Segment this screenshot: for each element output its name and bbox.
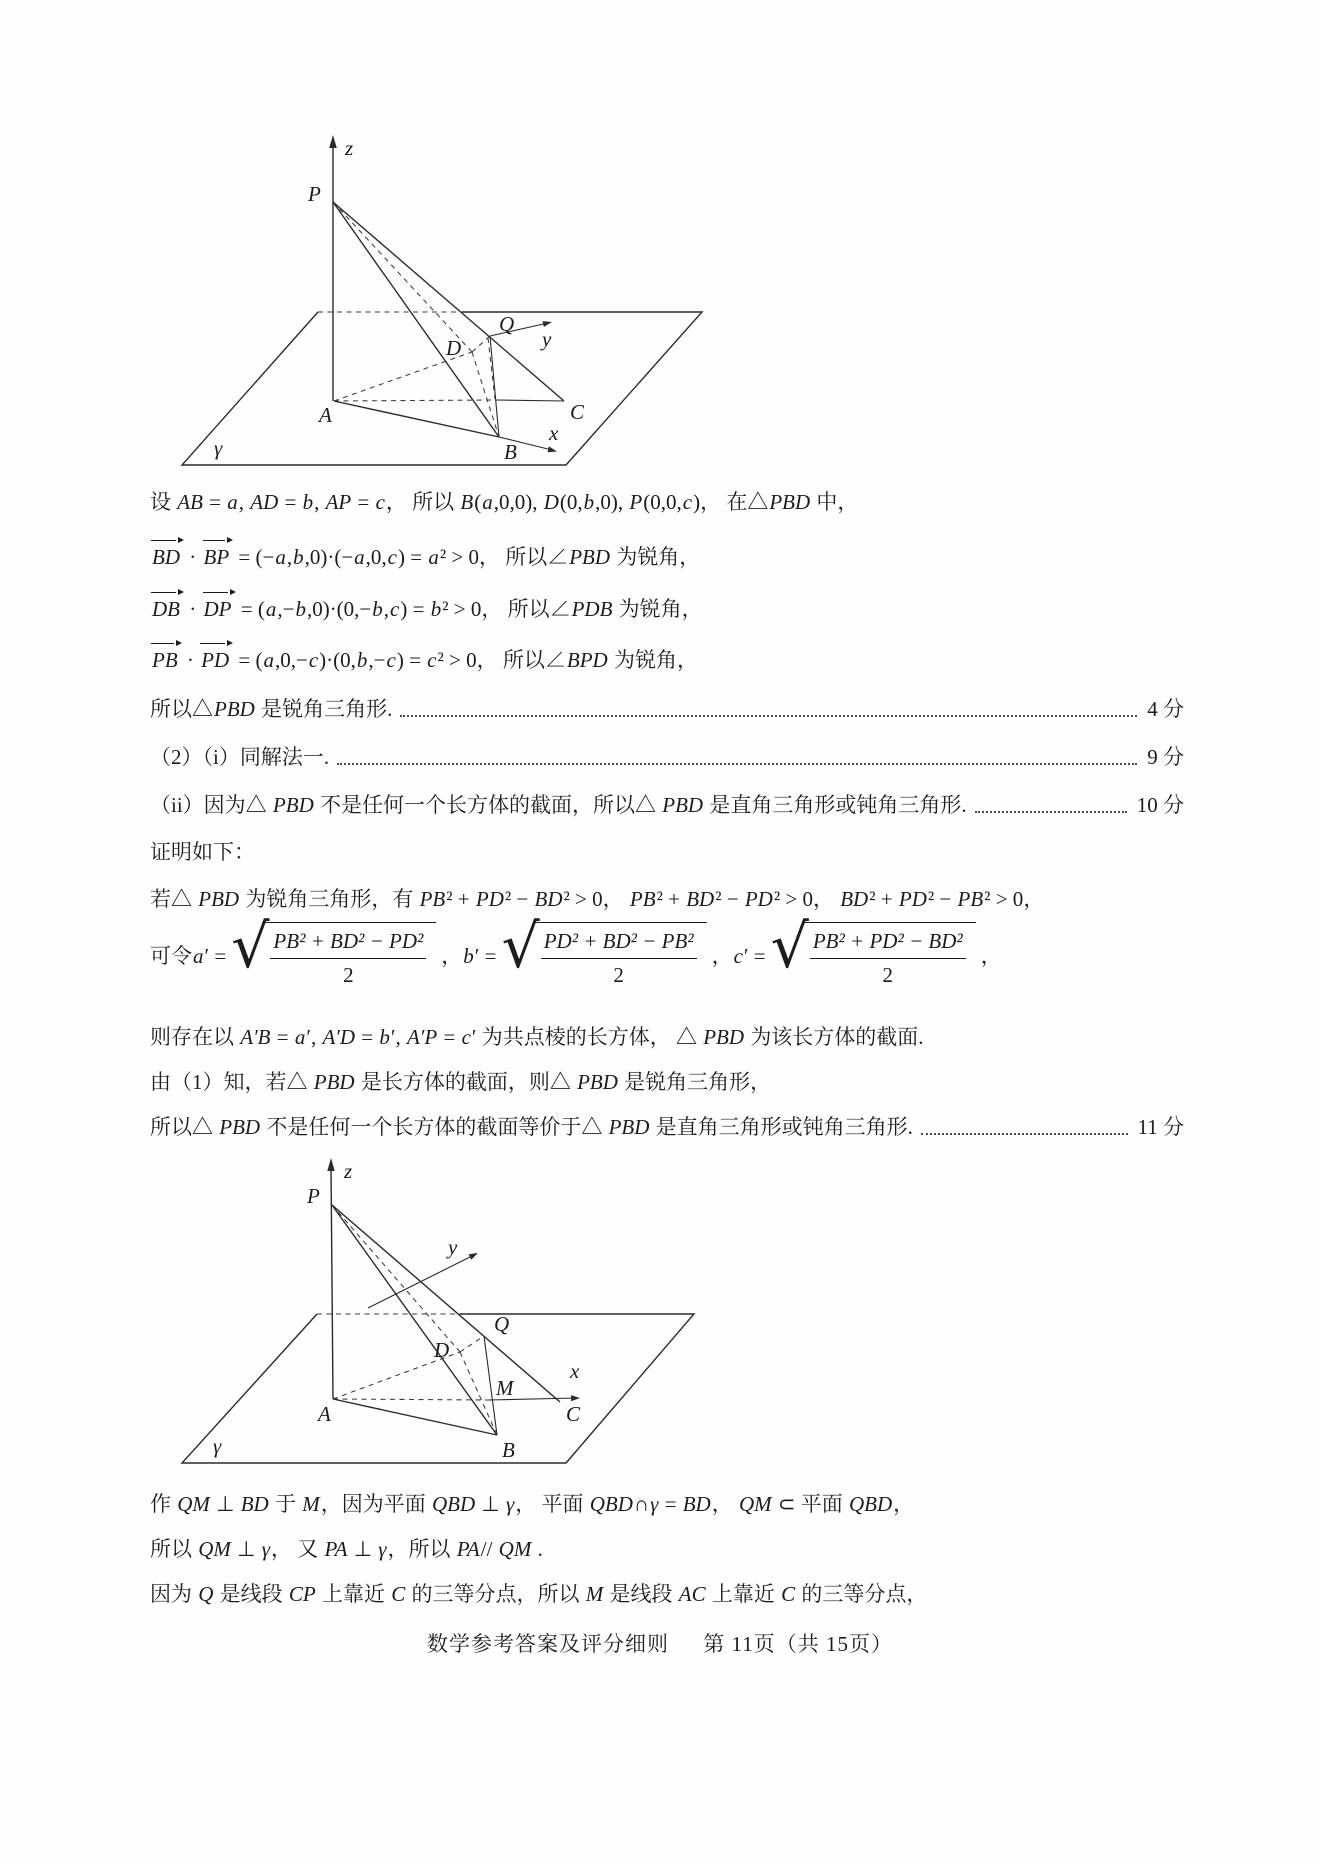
math-seg: DB (151, 592, 182, 624)
math-seg: PB (419, 887, 446, 911)
math-seg: = (356, 1025, 379, 1049)
math-seg: ,− (277, 597, 295, 621)
score-mark: 9 分 (1147, 745, 1184, 769)
math-seg: PDB (571, 597, 613, 621)
fig1-arrowheads (329, 135, 557, 452)
math-seg: a (227, 490, 238, 514)
math-seg: （2）（i）同解法一. (150, 745, 330, 769)
math-seg: 不是任何一个长方体的截面等价于△ (261, 1115, 608, 1139)
math-seg: ， 所以∠ (476, 648, 566, 672)
math-line-13 (150, 1112, 1184, 1142)
math-seg: c (427, 648, 437, 672)
figure-3d-coordinate-2 (150, 1148, 730, 1480)
math-seg: 若△ (150, 887, 198, 911)
math-seg: ′ = (474, 944, 497, 969)
math-seg: 不是任何一个长方体的截面，所以△ (314, 793, 662, 817)
math-seg: ,0)·(− (304, 545, 354, 569)
math-seg: ² > 0 (442, 597, 482, 621)
math-seg: ⊥ (231, 1537, 261, 1561)
math-seg: CP (288, 1582, 316, 1606)
fig2-plane (182, 1314, 694, 1463)
fig1-label-a: A (319, 403, 332, 427)
fig1-label-d: D (446, 336, 462, 360)
math-line-9 (150, 884, 1184, 914)
math-seg: ， (980, 944, 1002, 969)
math-seg: M (302, 1492, 320, 1516)
math-line-6 (150, 742, 1184, 772)
math-seg: ² + (656, 887, 686, 911)
math-seg: 为锐角三角形，有 (240, 887, 419, 911)
math-seg: ) = (398, 545, 428, 569)
math-seg: 中， (811, 490, 859, 514)
fig1-label-z: z (345, 136, 354, 160)
math-seg: ) = (396, 648, 427, 672)
math-seg: = ( (233, 648, 263, 672)
math-seg: PBD (703, 1025, 745, 1049)
fig1-label-gamma: γ (214, 436, 223, 460)
math-seg: · (181, 648, 200, 672)
radical-sign: √ (231, 912, 270, 982)
math-seg: PD (898, 887, 927, 911)
math-seg: BPD (566, 648, 608, 672)
math-seg: ² > 0 (563, 887, 603, 911)
math-seg: 可令 (150, 944, 192, 969)
math-seg: ， (812, 887, 840, 911)
fig2-label-x: x (570, 1359, 580, 1383)
math-seg: c (386, 648, 396, 672)
math-seg: PB (629, 887, 656, 911)
math-seg: QM (738, 1492, 772, 1516)
fig2-labels (213, 1159, 581, 1462)
math-seg: PBD (219, 1115, 261, 1139)
math-seg: 的三等分点， (796, 1582, 928, 1606)
sqrt-expression (501, 912, 706, 991)
sqrt-denominator: 2 (882, 963, 894, 988)
math-seg: b (302, 490, 314, 514)
math-seg: ′, (306, 1025, 322, 1049)
math-seg: （ii）因为△ (150, 793, 272, 817)
math-seg: A′P (406, 1025, 438, 1049)
math-seg: ,0)·(0,− (306, 597, 372, 621)
dot-leader (975, 810, 1127, 813)
math-seg: ,0,− (275, 648, 308, 672)
score-mark: 4 分 (1147, 697, 1184, 721)
radical-sign: √ (770, 912, 809, 982)
math-seg: = (203, 490, 227, 514)
math-seg: BD (840, 887, 869, 911)
math-seg: ⊥ (476, 1492, 505, 1516)
math-seg: 于 (269, 1492, 302, 1516)
math-seg: PA (324, 1537, 348, 1561)
math-seg: ) (693, 490, 701, 514)
math-seg: AC (678, 1582, 706, 1606)
math-line-16 (150, 1579, 1184, 1609)
math-seg: 是线段 (604, 1582, 678, 1606)
math-seg: PBD (608, 1115, 650, 1139)
fig2-label-y: y (448, 1235, 458, 1259)
math-seg: γ (650, 1492, 659, 1516)
math-seg: ， (711, 944, 733, 969)
math-seg: b (293, 545, 304, 569)
math-seg: c (308, 648, 319, 672)
math-line-7 (150, 790, 1184, 820)
math-line-10 (150, 912, 1184, 991)
math-seg: PD (200, 643, 231, 675)
math-seg: PBD (214, 697, 255, 721)
math-seg: ² > 0 (984, 887, 1024, 911)
math-seg: b (356, 648, 368, 672)
math-seg: ² > 0 (437, 648, 477, 672)
math-seg: 所以△ (150, 697, 213, 721)
math-seg: 是锐角三角形. (255, 697, 393, 721)
sqrt-expression (770, 912, 976, 991)
math-seg: ² + (446, 887, 475, 911)
math-seg: BD (534, 887, 563, 911)
math-line-4 (150, 643, 1184, 675)
math-seg: DP (203, 592, 234, 624)
math-line-11 (150, 1022, 1184, 1052)
fig2-label-z: z (344, 1159, 353, 1183)
math-seg: PBD (198, 887, 240, 911)
math-seg: γ (261, 1537, 270, 1561)
math-line-3 (150, 592, 1184, 624)
math-seg: 为锐角， (613, 597, 703, 621)
math-seg: 为该长方体的截面. (745, 1025, 924, 1049)
math-seg: c (461, 1025, 471, 1049)
math-seg: b (463, 944, 474, 969)
fig1-label-q: Q (499, 312, 515, 336)
math-seg: · (184, 545, 202, 569)
math-seg: PBD (272, 793, 314, 817)
math-seg: ， 在△ (700, 490, 769, 514)
fig1-label-p: P (308, 182, 321, 206)
math-seg: PBD (662, 793, 704, 817)
math-seg: ² − (504, 887, 534, 911)
math-seg: ² + (869, 887, 898, 911)
math-seg: C (391, 1582, 406, 1606)
sqrt-numerator: PB² + BD² − PD² (270, 926, 426, 959)
math-seg: ) = (400, 597, 430, 621)
math-seg: = (659, 1492, 682, 1516)
radical-sign: √ (501, 912, 540, 982)
math-seg: ² − (927, 887, 957, 911)
fig2-label-q: Q (494, 1312, 510, 1336)
math-seg: · (184, 597, 202, 621)
math-seg: a (275, 545, 286, 569)
math-seg: A′D (322, 1025, 356, 1049)
math-seg: ² > 0 (773, 887, 813, 911)
math-seg: PD (744, 887, 773, 911)
fig1-label-x: x (549, 421, 559, 445)
math-seg: = (271, 1025, 294, 1049)
dot-leader (337, 762, 1137, 765)
math-seg: // (480, 1537, 498, 1561)
math-seg: b (379, 1025, 390, 1049)
sqrt-denominator: 2 (343, 963, 354, 988)
math-seg: a (193, 944, 204, 969)
math-seg: A′B (240, 1025, 271, 1049)
math-seg: BD (151, 540, 182, 572)
math-seg: c (682, 490, 693, 514)
math-seg: . (532, 1537, 543, 1561)
fig2-solid-lines (331, 1166, 576, 1435)
math-seg: AD (250, 490, 279, 514)
math-line-12 (150, 1067, 1184, 1097)
fig2-arrowheads (327, 1158, 580, 1401)
math-seg: a (354, 545, 365, 569)
math-seg: 证明如下： (150, 840, 255, 864)
math-seg: ⊥ (210, 1492, 240, 1516)
math-seg: a (482, 490, 493, 514)
math-seg: a (263, 648, 274, 672)
math-seg: b (430, 597, 442, 621)
math-seg: D (543, 490, 559, 514)
math-seg: ， (441, 944, 463, 969)
math-seg: 为锐角， (611, 545, 701, 569)
math-seg: ， 又 (271, 1537, 324, 1561)
math-seg: ,0), (595, 490, 629, 514)
math-seg: QM (198, 1537, 231, 1561)
math-seg: ⊥ (348, 1537, 378, 1561)
math-seg: 的三等分点，所以 (406, 1582, 585, 1606)
math-seg: QBD (431, 1492, 476, 1516)
math-seg: BD (686, 887, 715, 911)
math-seg: 上靠近 (316, 1582, 391, 1606)
fig1-plane (182, 312, 702, 465)
math-seg: PBD (769, 490, 811, 514)
math-seg: 由（1）知，若△ (150, 1070, 313, 1094)
math-seg: a (265, 597, 277, 621)
math-seg: QM (498, 1537, 532, 1561)
math-seg: M (585, 1582, 604, 1606)
math-seg: C (781, 1582, 796, 1606)
math-seg: = (438, 1025, 461, 1049)
math-seg: ， (1023, 887, 1045, 911)
math-seg: ′, (390, 1025, 406, 1049)
math-seg: 是长方体的截面，则△ (355, 1070, 577, 1094)
math-seg: PBD (569, 545, 611, 569)
fig2-label-p: P (307, 1184, 320, 1208)
math-seg: b (372, 597, 383, 621)
math-seg: c (375, 490, 385, 514)
math-seg: 平面 (800, 1492, 848, 1516)
math-seg: AP (325, 490, 352, 514)
math-seg: , (238, 490, 250, 514)
sqrt-numerator: PD² + BD² − PB² (541, 926, 697, 959)
math-seg: 所以 (150, 1537, 198, 1561)
math-seg: b (583, 490, 595, 514)
math-line-8 (150, 837, 1184, 867)
score-mark: 11 分 (1137, 1115, 1184, 1139)
math-seg: ， (711, 1492, 738, 1516)
math-seg: γ (505, 1492, 515, 1516)
math-seg: (0, (559, 490, 583, 514)
fig2-label-c: C (566, 1402, 581, 1426)
math-seg: QBD (589, 1492, 633, 1516)
math-seg: 因为 (150, 1582, 198, 1606)
math-seg: , (314, 490, 325, 514)
math-seg: ′ (471, 1025, 477, 1049)
math-seg: PB (957, 887, 984, 911)
math-seg: 设 (150, 490, 177, 514)
math-line-14 (150, 1489, 1184, 1519)
math-seg: 则存在以 (150, 1025, 240, 1049)
math-seg: PBD (577, 1070, 618, 1094)
fig2-label-a: A (318, 1402, 331, 1426)
math-seg: PBD (313, 1070, 355, 1094)
math-seg: QBD (848, 1492, 893, 1516)
math-seg: ，所以 (387, 1537, 456, 1561)
math-seg: PA (456, 1537, 480, 1561)
math-seg: BD (682, 1492, 711, 1516)
math-seg: = (− (233, 545, 275, 569)
math-seg: BD (240, 1492, 269, 1516)
math-seg: Q (198, 1582, 214, 1606)
math-line-15 (150, 1534, 1184, 1564)
fig1-label-b: B (504, 440, 517, 464)
math-seg: , (286, 545, 293, 569)
dot-leader (400, 714, 1137, 717)
math-seg: AB (177, 490, 203, 514)
fig2-label-m: M (496, 1376, 514, 1400)
math-seg: (0,0, (643, 490, 682, 514)
math-line-5 (150, 694, 1184, 724)
sqrt-expression (231, 912, 436, 991)
math-seg: = (352, 490, 375, 514)
math-line-1 (150, 487, 1184, 517)
math-seg: c (733, 944, 743, 969)
math-seg: , (383, 597, 390, 621)
math-seg: P (629, 490, 643, 514)
math-seg: c (390, 597, 400, 621)
math-seg: ² > 0 (439, 545, 479, 569)
math-seg: 上靠近 (706, 1582, 781, 1606)
math-seg: BP (203, 540, 232, 572)
math-seg: = (279, 490, 302, 514)
math-seg: PB (151, 643, 180, 675)
math-seg: ， 所以 (385, 490, 460, 514)
math-seg: ⊂ (772, 1492, 801, 1516)
math-seg: ， 所以∠ (478, 545, 569, 569)
math-seg: ² − (715, 887, 744, 911)
math-seg: B (460, 490, 474, 514)
math-seg: = ( (235, 597, 265, 621)
math-seg: ( (474, 490, 482, 514)
fig2-label-b: B (502, 1438, 515, 1462)
math-seg: ,− (368, 648, 386, 672)
math-seg: 作 (150, 1492, 177, 1516)
math-seg: a (294, 1025, 306, 1049)
fig2-label-gamma: γ (213, 1434, 222, 1458)
math-seg: 为锐角， (608, 648, 698, 672)
math-seg: b (295, 597, 306, 621)
math-seg: ,0,0), (493, 490, 543, 514)
math-seg: ∩ (633, 1492, 650, 1516)
math-seg: c (387, 545, 397, 569)
math-seg: PD (475, 887, 504, 911)
math-seg: γ (378, 1537, 387, 1561)
footer-title: 数学参考答案及评分细则 (427, 1632, 669, 1656)
math-seg: 为共点棱的长方体， △ (476, 1025, 703, 1049)
figure-3d-coordinate-1 (150, 95, 730, 473)
math-seg: 是直角三角形或钝角三角形. (704, 793, 967, 817)
math-seg: ,0, (365, 545, 387, 569)
footer-page-number: 第 11页（共 15页） (703, 1632, 893, 1656)
fig1-label-y: y (542, 327, 552, 351)
math-seg: a (428, 545, 439, 569)
fig2-label-d: D (434, 1338, 450, 1362)
math-line-2 (150, 540, 1184, 572)
sqrt-denominator: 2 (613, 963, 624, 988)
math-seg: )·(0, (319, 648, 356, 672)
math-seg: ， (602, 887, 629, 911)
math-seg: 是线段 (214, 1582, 288, 1606)
fig1-solid-lines (333, 143, 564, 450)
math-seg: ′ = (204, 944, 227, 969)
fig1-label-c: C (570, 400, 585, 424)
math-seg: QM (177, 1492, 210, 1516)
page-footer (0, 1628, 1320, 1658)
dot-leader (921, 1132, 1128, 1135)
math-seg: ，因为平面 (320, 1492, 431, 1516)
math-seg: 所以△ (150, 1115, 219, 1139)
math-seg: ， 平面 (515, 1492, 589, 1516)
sqrt-numerator: PB² + PD² − BD² (810, 926, 966, 959)
math-seg: ， (893, 1492, 915, 1516)
math-seg: 是锐角三角形， (618, 1070, 772, 1094)
math-seg: ′ = (743, 944, 766, 969)
score-mark: 10 分 (1136, 793, 1184, 817)
math-seg: ， 所以∠ (481, 597, 571, 621)
math-seg: 是直角三角形或钝角三角形. (650, 1115, 913, 1139)
